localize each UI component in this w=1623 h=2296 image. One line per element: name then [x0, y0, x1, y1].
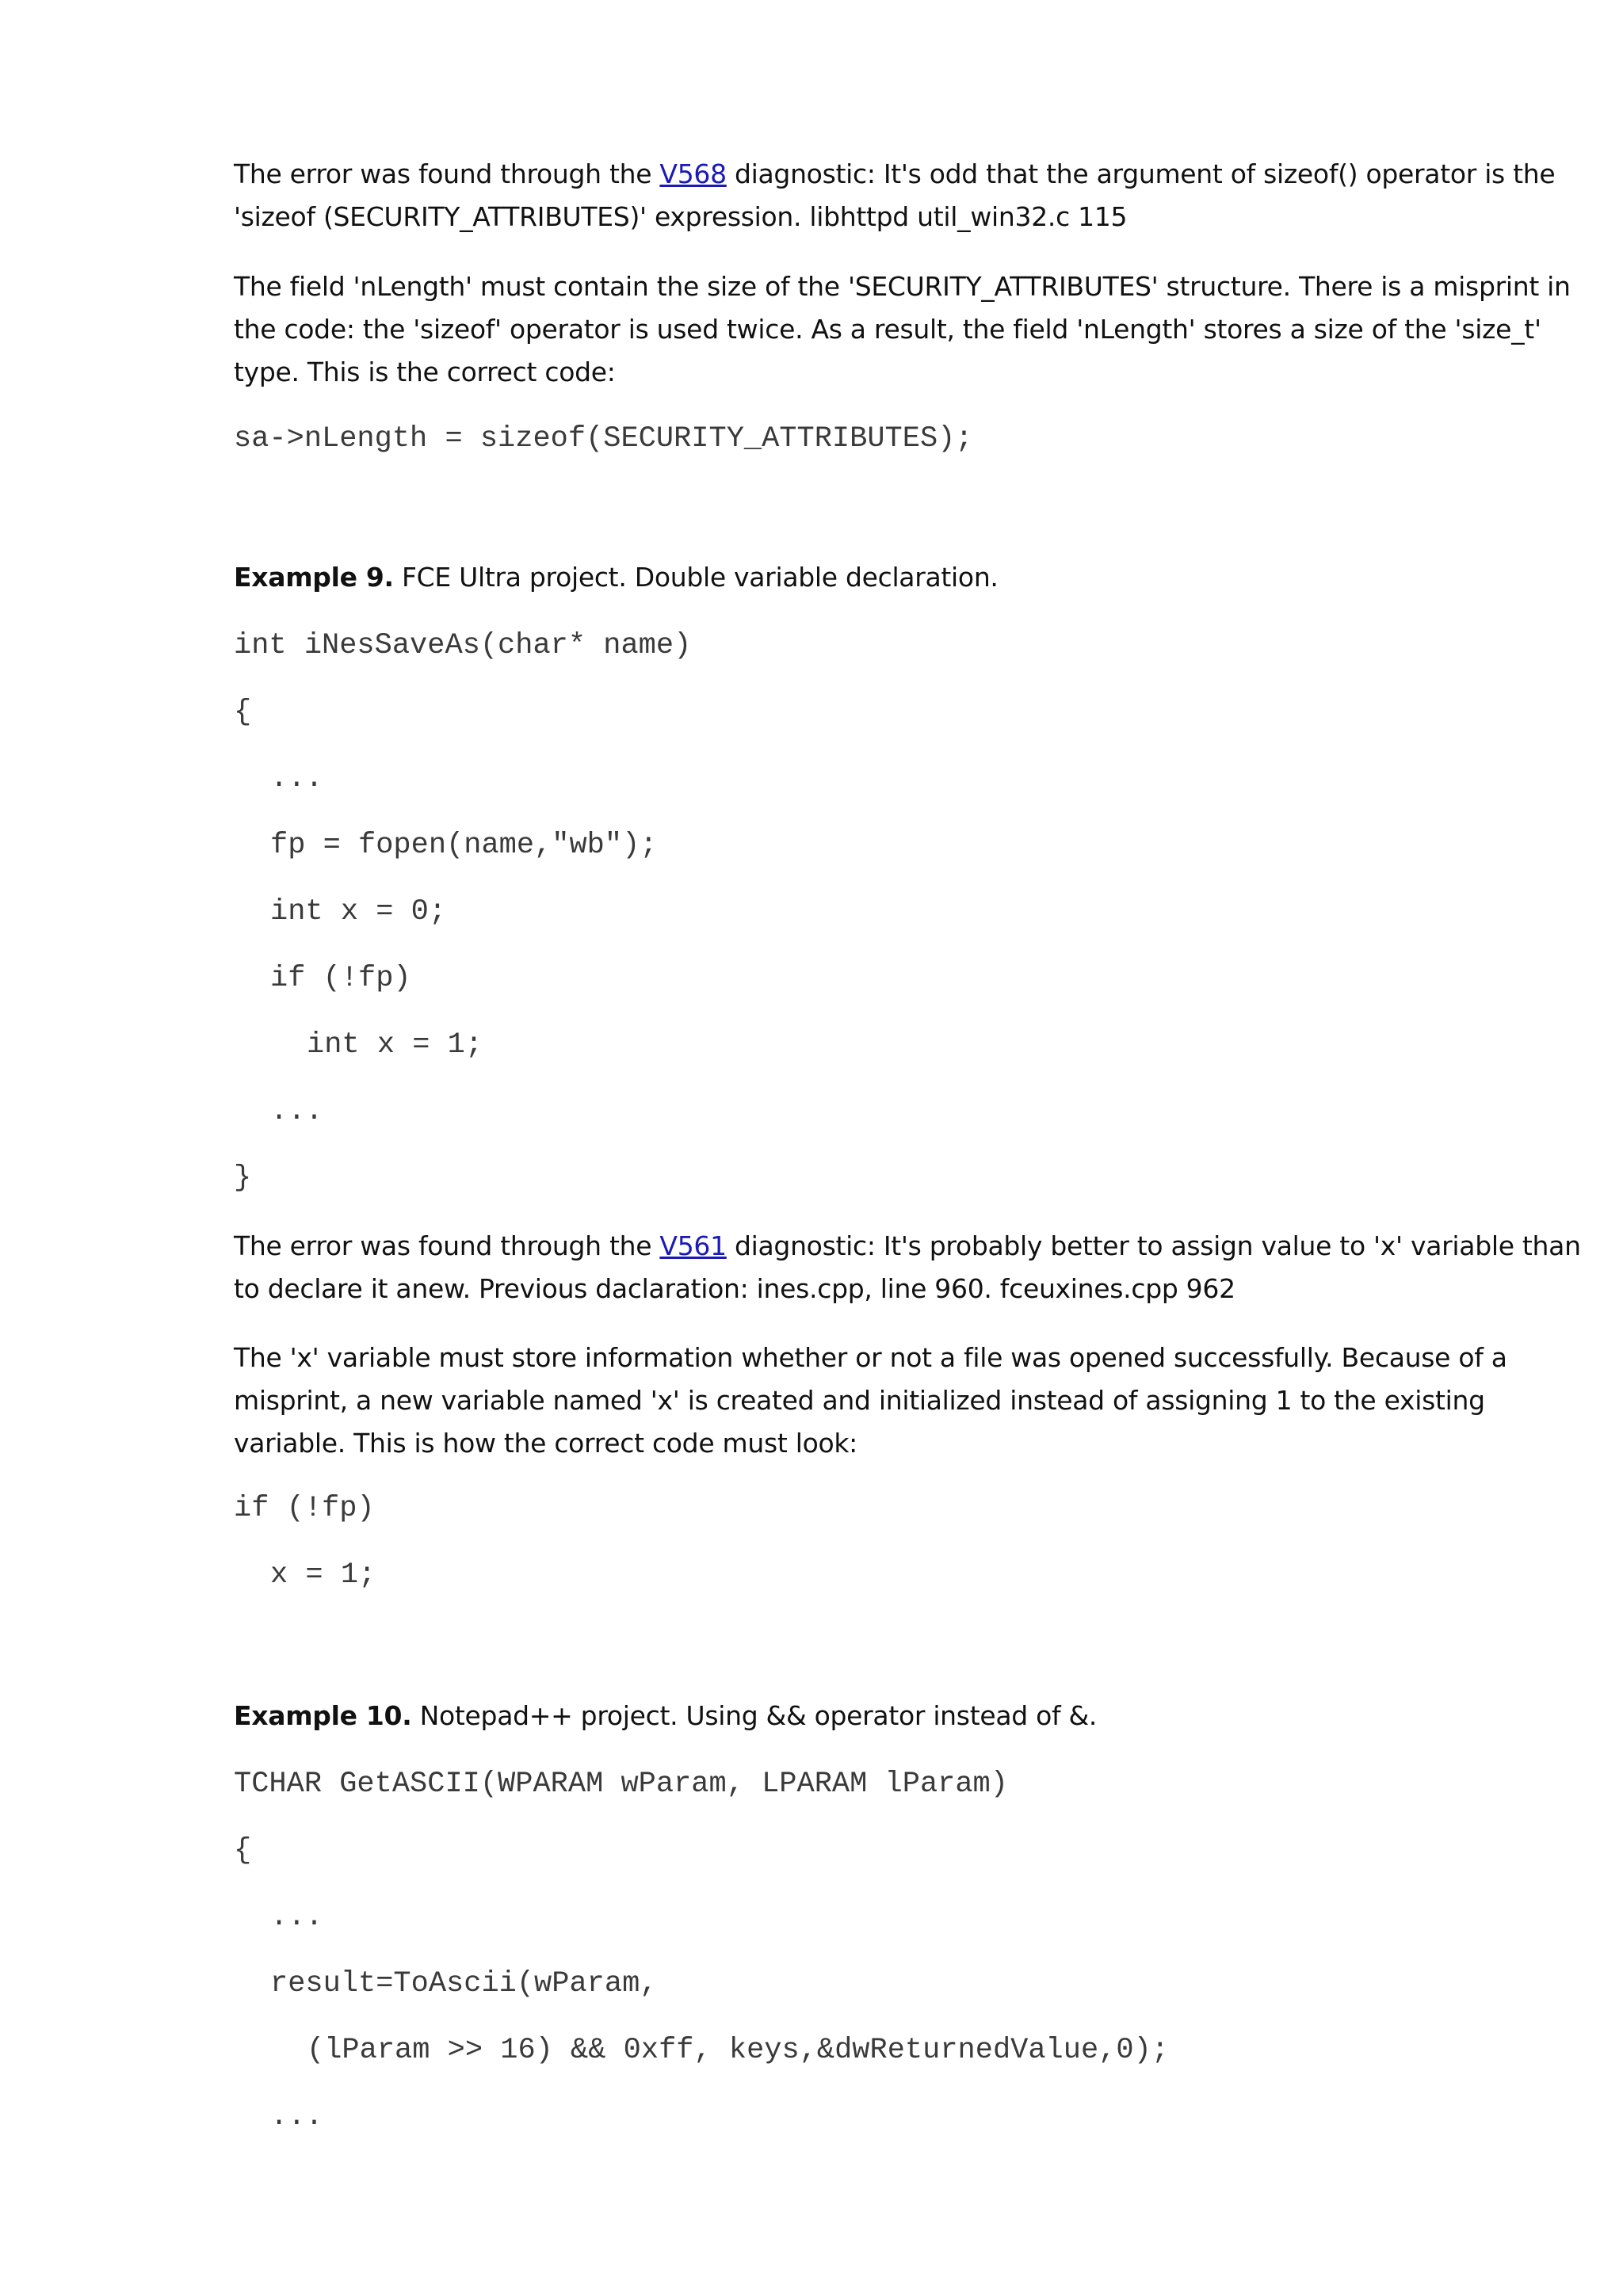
v568-link[interactable]: V568 [659, 158, 727, 189]
example-9-title: FCE Ultra project. Double variable declaration. [393, 562, 999, 593]
example-10-label: Example 10. [234, 1700, 412, 1731]
code-line: int x = 0; [270, 895, 447, 929]
explanation-line: The 'x' variable must store information whether or not a file was opened successfully. Because of a [234, 1342, 1507, 1373]
code-line: ... [270, 762, 323, 795]
diagnostic-paragraph-v568 [234, 153, 1555, 238]
code-line: if (!fp) [270, 962, 411, 995]
explanation-line: misprint, a new variable named 'x' is created and initialized instead of assigning 1 to the existing [234, 1385, 1485, 1416]
example-10-title: Notepad++ project. Using && operator instead of &. [411, 1700, 1098, 1731]
code-line: result=ToAscii(wParam, [270, 1967, 658, 2000]
diagnostic-paragraph-v561 [234, 1225, 1581, 1310]
explanation-paragraph-x-variable [234, 1337, 1507, 1465]
code-line: ... [270, 1901, 323, 1934]
example-9-label: Example 9. [234, 562, 394, 593]
diagnostic-text: diagnostic: It's odd that the argument of sizeof() operator is the [726, 158, 1556, 189]
code-line: int iNesSaveAs(char* name) [234, 629, 692, 662]
code-line: fp = fopen(name,"wb"); [270, 829, 658, 862]
explanation-line: The field 'nLength' must contain the size of the 'SECURITY_ATTRIBUTES' structure. There is a misprint in [234, 271, 1571, 302]
explanation-line: the code: the 'sizeof' operator is used twice. As a result, the field 'nLength' stores a size of the 'size_t' [234, 314, 1541, 345]
diagnostic-text: diagnostic: It's probably better to assign value to 'x' variable than [726, 1230, 1581, 1261]
code-line: int x = 1; [307, 1028, 483, 1062]
example-10-heading [234, 1695, 1097, 1737]
code-line: x = 1; [270, 1558, 376, 1592]
diagnostic-text-line2: 'sizeof (SECURITY_ATTRIBUTES)' expression. libhttpd util_win32.c 115 [234, 201, 1128, 232]
code-line: TCHAR GetASCII(WPARAM wParam, LPARAM lParam) [234, 1768, 1008, 1801]
code-line: if (!fp) [234, 1492, 375, 1525]
v561-link[interactable]: V561 [659, 1230, 727, 1261]
explanation-paragraph-nlength [234, 265, 1571, 394]
explanation-line: type. This is the correct code: [234, 357, 616, 387]
code-line: } [234, 1161, 252, 1195]
diagnostic-prefix-text: The error was found through the [234, 1230, 660, 1261]
code-line: ... [270, 1095, 323, 1128]
explanation-line: variable. This is how the correct code must look: [234, 1428, 857, 1459]
code-line: { [234, 1834, 252, 1867]
diagnostic-text-line2: to declare it anew. Previous daclaration: ines.cpp, line 960. fceuxines.cpp 962 [234, 1273, 1235, 1304]
example-9-heading [234, 556, 999, 599]
code-line: ... [270, 2100, 323, 2134]
diagnostic-prefix-text: The error was found through the [234, 158, 660, 189]
code-line: { [234, 696, 252, 729]
code-line: (lParam >> 16) && 0xff, keys,&dwReturnedValue,0); [307, 2034, 1169, 2067]
code-line-fix-nlength: sa->nLength = sizeof(SECURITY_ATTRIBUTES); [234, 422, 973, 456]
